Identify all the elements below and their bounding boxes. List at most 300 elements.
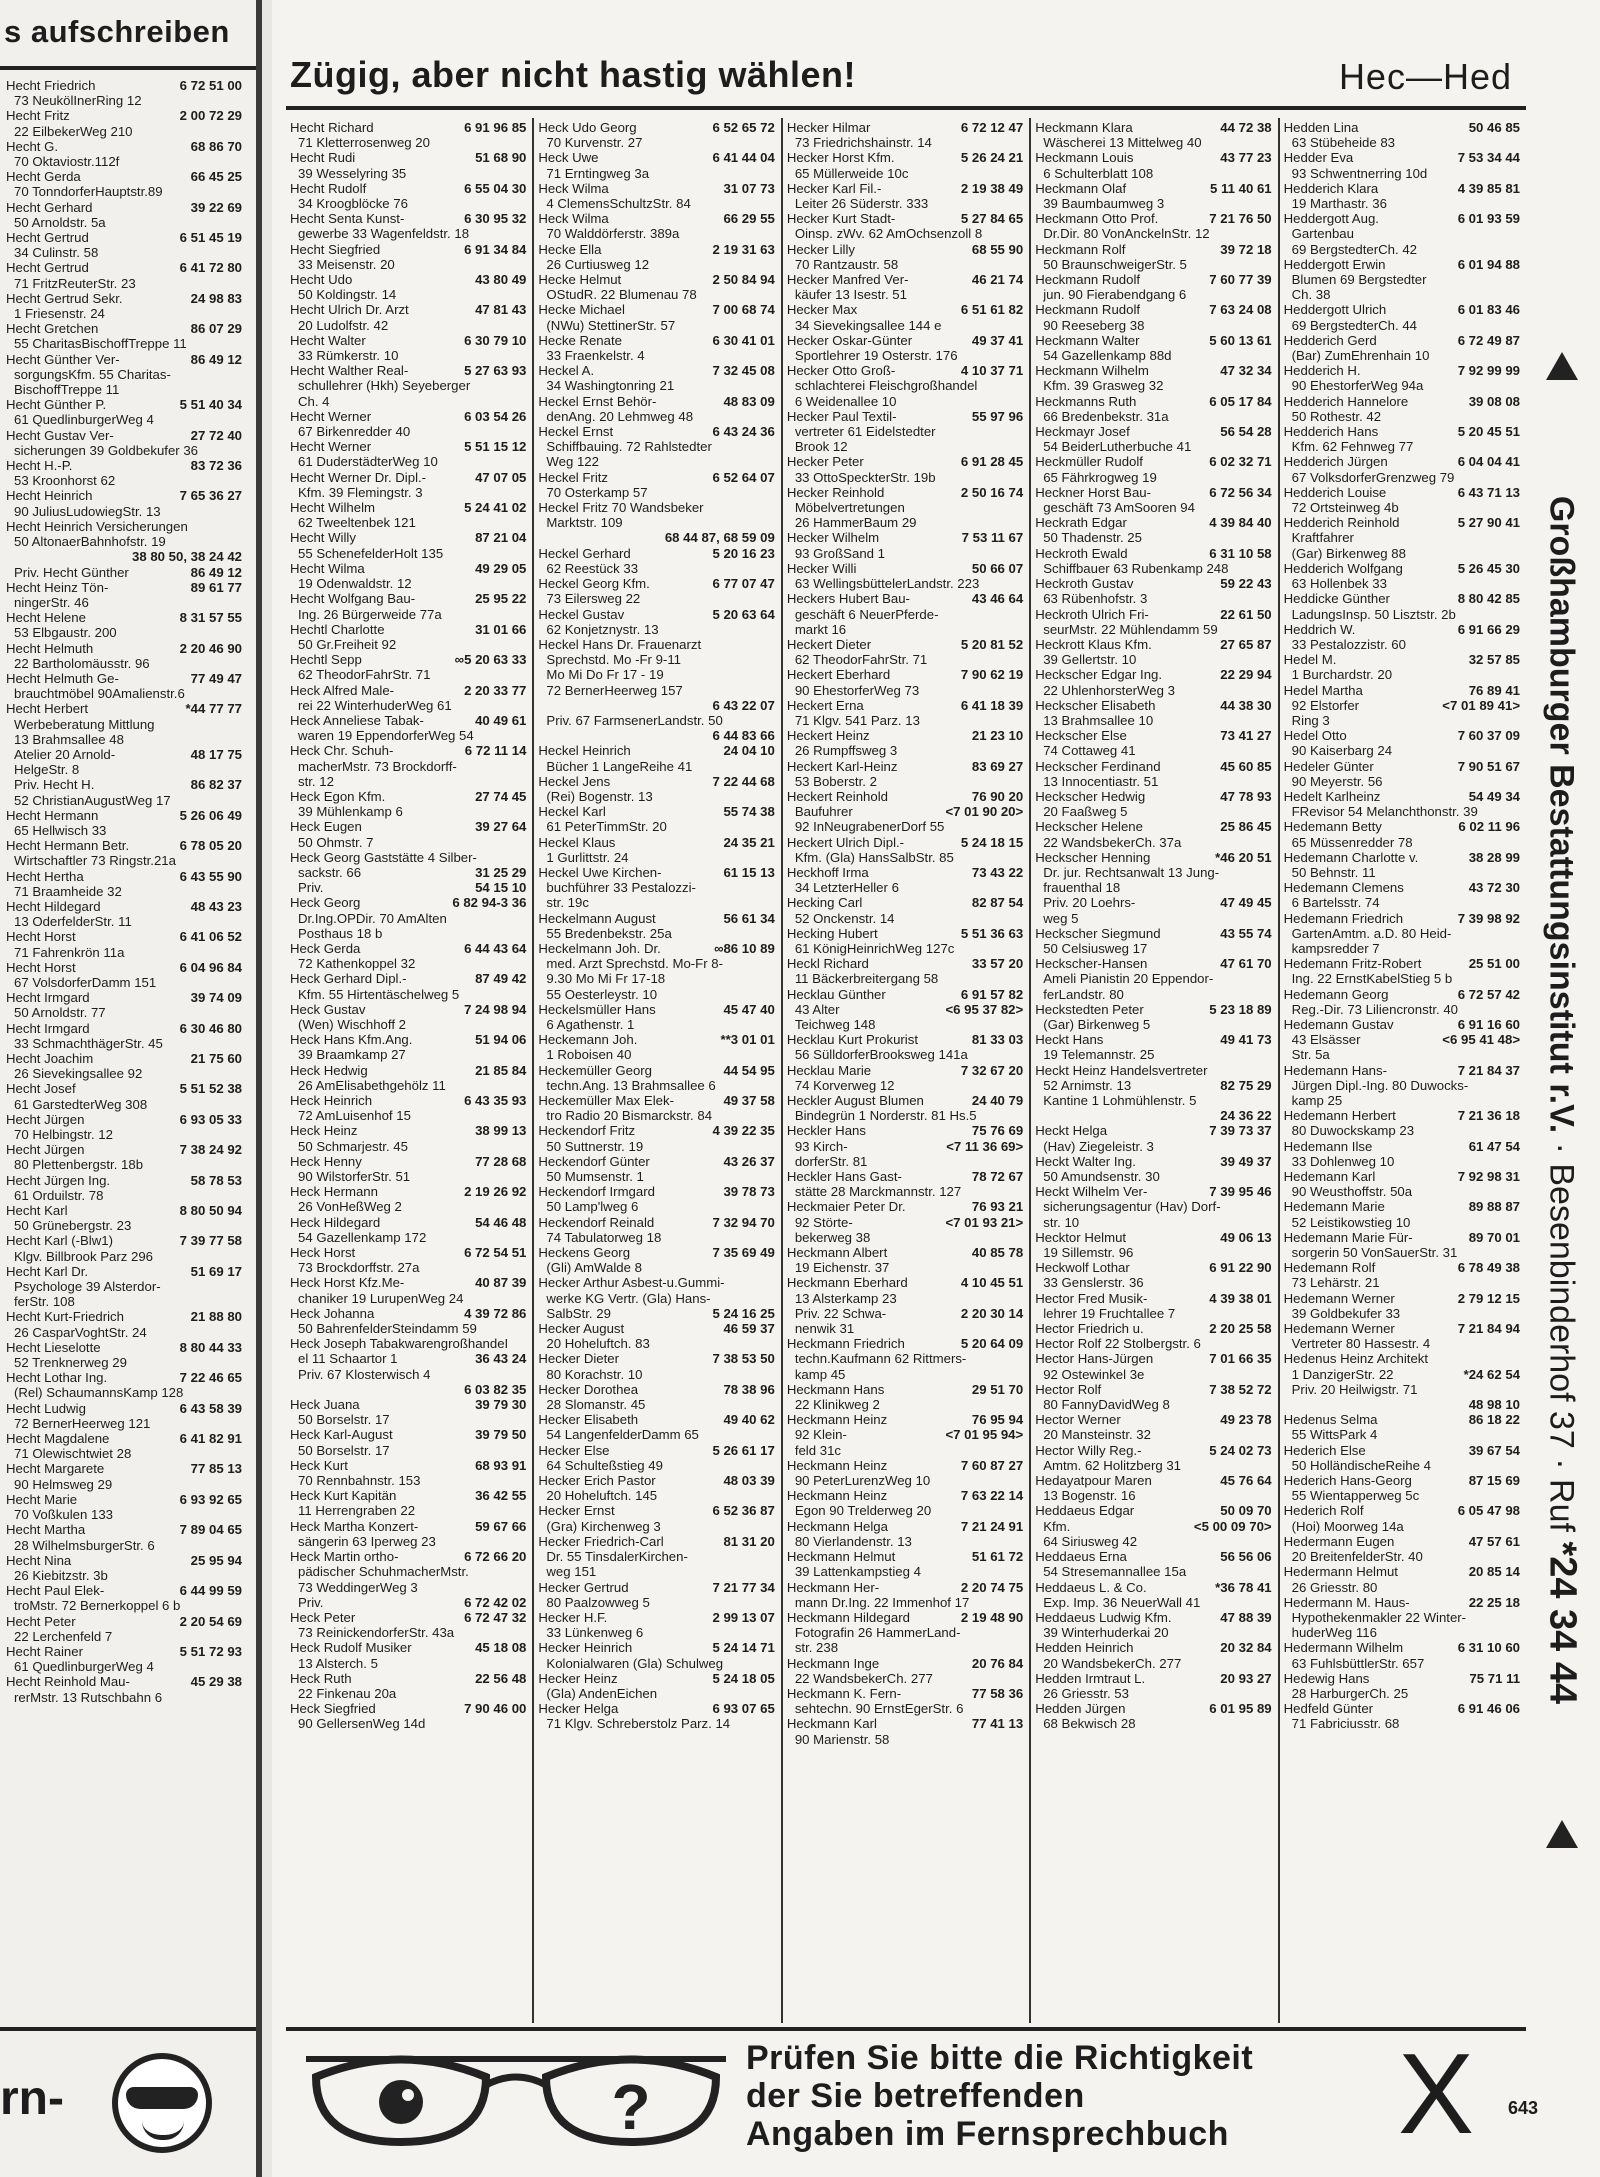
ad-phone: *24 34 44	[1541, 1541, 1584, 1705]
entry-phone: 56 61 34	[723, 910, 775, 926]
entry-name: 50 Borselstr. 17	[298, 1412, 390, 1428]
entry-name: 67 VolksdorferGrenzweg 79	[1291, 469, 1455, 485]
listing-entry	[1284, 1017, 1520, 1032]
entry-phone: *46 20 51	[1215, 849, 1272, 865]
entry-name: 72 BernerHeerweg 157	[546, 682, 683, 698]
entry-name: Heckelsmüller Hans	[538, 1001, 656, 1017]
entry-phone: <7 11 36 69>	[946, 1138, 1024, 1154]
entry-phone: 46 21 74	[971, 272, 1024, 288]
listing-entry	[1284, 1625, 1520, 1640]
entry-name: Hedderich Jürgen	[1283, 454, 1388, 470]
entry-phone: 50 66 07	[971, 560, 1024, 576]
listing-entry	[538, 667, 774, 682]
listing-entry	[1035, 226, 1271, 241]
listing-entry	[538, 196, 774, 211]
entry-name: Heckmann Hans	[786, 1381, 885, 1397]
listing-entry	[1284, 591, 1520, 606]
listing-entry	[1284, 439, 1520, 454]
entry-name: Heckscher Else	[1035, 728, 1127, 744]
entry-name: Heckroth Ulrich Fri-	[1035, 606, 1149, 622]
entry-phone: 86 07 29	[190, 321, 242, 337]
listing-entry	[6, 1355, 242, 1370]
entry-phone: 24 40 79	[971, 1093, 1024, 1108]
entry-name: 19 Odenwaldstr. 12	[298, 576, 412, 592]
listing-entry	[538, 941, 774, 956]
listing-entry	[787, 211, 1023, 226]
left-page-heading: s aufschreiben	[0, 0, 256, 70]
entry-name: Heckscher Helene	[1035, 819, 1143, 835]
entry-name: Hedermann M. Haus-	[1283, 1594, 1410, 1610]
listing-entry	[6, 458, 242, 473]
entry-name: 54 BeiderLutherbuche 41	[1043, 439, 1192, 455]
entry-phone: 6 02 32 71	[1209, 454, 1272, 470]
listing-entry	[1035, 1291, 1271, 1306]
entry-phone: 81 33 03	[971, 1032, 1024, 1048]
listing-entry	[787, 546, 1023, 561]
listing-entry	[787, 622, 1023, 637]
listing-entry	[6, 488, 242, 503]
entry-phone: 5 51 15 12	[464, 439, 527, 455]
entry-phone: 6 41 72 80	[179, 260, 242, 276]
listing-entry	[1284, 1032, 1520, 1047]
entry-phone: 56 56 06	[1220, 1549, 1272, 1565]
entry-name: Heckscher Siegmund	[1035, 925, 1161, 941]
entry-name: 39 Wesselyring 35	[298, 165, 407, 181]
entry-phone: 59 22 43	[1220, 576, 1272, 592]
listing-entry	[538, 1503, 774, 1518]
entry-phone: 4 39 22 35	[712, 1123, 775, 1139]
listing-entry	[1284, 941, 1520, 956]
entry-name: Heckmann Heinz	[786, 1488, 888, 1504]
entry-name: Hecht Günther Ver-	[6, 351, 120, 367]
entry-name: 13 Alsterkamp 23	[794, 1290, 897, 1306]
entry-name: Posthaus 18 b	[298, 925, 383, 941]
listing-entry	[1284, 1580, 1520, 1595]
listing-entry	[538, 226, 774, 241]
entry-name: Fotografin 26 HammerLand-	[794, 1625, 961, 1641]
entry-name: Hedemann Friedrich	[1283, 910, 1404, 926]
listing-entry	[290, 1260, 526, 1275]
entry-name: Kraftfahrer	[1291, 530, 1354, 546]
advertisement-text: Großhamburger Bestattungsinstitut r.V. · Besenbinderhof 37 · Ruf *24 34 44	[1541, 495, 1584, 1705]
entry-name: Hecht Lothar Ing.	[6, 1370, 108, 1386]
listing-entry	[6, 412, 242, 427]
entry-name: 22 UhlenhorsterWeg 3	[1043, 682, 1175, 698]
listing-entry	[1284, 1123, 1520, 1138]
entry-name: Heckmann Rudolf	[1035, 272, 1141, 288]
listing-entry	[1284, 1671, 1520, 1686]
entry-name: 20 Hoheluftch. 145	[546, 1488, 658, 1504]
entry-name: 63 WellingsbüttelerLandstr. 223	[794, 576, 980, 592]
entry-name: 90 EhestorferWeg 94a	[1291, 378, 1424, 394]
entry-name: 90 Reeseberg 38	[1043, 317, 1145, 333]
listing-entry	[1035, 439, 1271, 454]
listing-entry	[1284, 1351, 1520, 1366]
listing-entry	[1284, 378, 1520, 393]
listing-entry	[1035, 1519, 1271, 1534]
listing-entry	[787, 576, 1023, 591]
entry-name: Kfm. (Gla) HansSalbStr. 85	[794, 849, 954, 865]
entry-phone: 82 87 54	[971, 895, 1024, 911]
entry-name: 50 Ohmstr. 7	[298, 834, 374, 850]
entry-phone: *44 77 77	[185, 701, 242, 717]
listing-entry	[1035, 242, 1271, 257]
footer-banner	[286, 2027, 1526, 2157]
listing-entry	[787, 850, 1023, 865]
listing-entry	[6, 367, 242, 382]
listing-entry	[6, 549, 242, 564]
entry-phone: 7 22 46 65	[179, 1370, 242, 1386]
entry-name: Heckscher Elisabeth	[1035, 697, 1156, 713]
entry-name: Hedden Irmtraut L.	[1035, 1670, 1146, 1686]
listing-entry	[538, 1716, 774, 1731]
entry-phone: 43 26 37	[723, 1153, 775, 1169]
entry-phone: 2 20 74 75	[960, 1579, 1024, 1595]
listing-entry	[787, 1199, 1023, 1214]
entry-name: Hecht Friedrich	[6, 78, 96, 93]
entry-phone: 45 76 64	[1220, 1473, 1272, 1489]
listing-entry	[787, 941, 1023, 956]
entry-phone: 6 02 11 96	[1458, 819, 1521, 835]
entry-name: Hedderich H.	[1283, 363, 1361, 379]
listing-entry	[538, 485, 774, 500]
entry-name: 92 InNeugrabenerDorf 55	[794, 819, 945, 835]
entry-name: Heckmann Karl	[786, 1716, 877, 1732]
entry-phone: 6 04 04 41	[1457, 454, 1521, 470]
listing-entry	[538, 181, 774, 196]
listing-entry	[1284, 1078, 1520, 1093]
entry-name: denAng. 20 Lehmweg 48	[546, 408, 694, 424]
entry-name: Hecht Gerhard	[6, 199, 93, 215]
listing-entry	[1284, 1716, 1520, 1731]
entry-name: troMstr. 72 Bernerkoppel 6 b	[14, 1598, 181, 1614]
listing-entry	[6, 260, 242, 275]
page-title: Zügig, aber nicht hastig wählen!	[290, 54, 857, 95]
entry-name: Hector Fred Musik-	[1035, 1290, 1148, 1306]
entry-name: 39 Winterhuderkai 20	[1043, 1625, 1169, 1641]
entry-phone: 76 90 20	[971, 788, 1024, 804]
entry-name: Heckmann Klara	[1035, 120, 1133, 135]
listing-entry	[1035, 1093, 1271, 1108]
listing-entry	[1284, 1245, 1520, 1260]
entry-name: Hedemann Marie	[1283, 1199, 1385, 1215]
listing-entry	[6, 1614, 242, 1629]
entry-name: Hecke Ella	[538, 241, 602, 257]
entry-phone: 2 19 38 49	[960, 180, 1024, 196]
listing-entry	[538, 1078, 774, 1093]
entry-phone: 6 01 83 46	[1457, 302, 1521, 318]
entry-name: 26 AmElisabethgehölz 11	[298, 1077, 446, 1093]
listing-entry	[1035, 683, 1271, 698]
entry-name: 28 WilhelmsburgerStr. 6	[14, 1537, 155, 1553]
entry-name: Hecht Hermann Betr.	[6, 838, 130, 854]
entry-name: Hecht Horst	[6, 929, 76, 945]
entry-name: Heckscher Edgar Ing.	[1035, 667, 1163, 683]
listing-entry	[787, 1184, 1023, 1199]
listing-entry	[290, 1184, 526, 1199]
entry-name: macherMstr. 73 Brockdorff-	[298, 758, 457, 774]
listing-entry	[6, 1051, 242, 1066]
entry-name: Kfm.	[1043, 1518, 1071, 1534]
page-range: Hec—Hed	[1338, 56, 1512, 97]
entry-phone: 43 72 30	[1468, 880, 1521, 896]
entry-name: 70 Voßkulen 133	[14, 1507, 113, 1523]
entry-name: 92 Elstorfer	[1291, 697, 1360, 713]
listing-entry	[6, 397, 242, 412]
entry-name: Hecht Gertrud Sekr.	[6, 290, 123, 306]
entry-name: Heckmann Louis	[1035, 150, 1134, 166]
entry-name: Heckel Ernst Behör-	[538, 393, 657, 409]
listing-entry	[1035, 759, 1271, 774]
listing-entry	[1035, 1671, 1271, 1686]
listing-entry	[538, 865, 774, 880]
listing-entry	[1035, 835, 1271, 850]
entry-phone: 7 21 77 34	[712, 1579, 775, 1595]
listing-entry	[787, 1367, 1023, 1382]
entry-name: Hecht Gerda	[6, 169, 81, 185]
listing-entry	[290, 1199, 526, 1214]
entry-name: Hecker Reinhold	[786, 484, 885, 500]
entry-phone: 6 72 51 00	[179, 78, 242, 93]
entry-name: 34 LetzterHeller 6	[794, 880, 899, 896]
entry-phone: 86 82 37	[190, 777, 242, 793]
listing-entry	[290, 728, 526, 743]
entry-name: Hecker Dieter	[538, 1351, 620, 1367]
entry-phone: 6 91 34 84	[464, 241, 527, 257]
listing-entry	[1035, 1078, 1271, 1093]
listing-entry	[290, 865, 526, 880]
listing-entry	[1284, 1443, 1520, 1458]
entry-name: Heckendorf Günter	[538, 1153, 650, 1169]
listing-entry	[290, 333, 526, 348]
entry-phone: 81 31 20	[723, 1533, 775, 1549]
entry-name: FRevisor 54 Melanchthonstr. 39	[1291, 804, 1478, 820]
listing-entry	[290, 637, 526, 652]
entry-phone: 27 74 45	[475, 788, 527, 804]
listing-entry	[6, 1674, 242, 1689]
listing-entry	[6, 1249, 242, 1264]
entry-name: Ring 3	[1291, 712, 1330, 728]
listing-entry	[787, 1458, 1023, 1473]
listing-entry	[290, 683, 526, 698]
entry-name: Heckel Karl	[538, 804, 606, 820]
entry-name: Hecker Gertrud	[538, 1579, 629, 1595]
entry-name: 73 NeukölInerRing 12	[14, 93, 142, 109]
entry-name: Heckert Erna	[786, 697, 864, 713]
entry-name: Hedayatpour Maren	[1035, 1473, 1152, 1489]
entry-name: 74 Korverweg 12	[794, 1077, 895, 1093]
listing-entry	[538, 1519, 774, 1534]
entry-name: weg 5	[1043, 910, 1079, 926]
entry-name: 33 Lünkenweg 6	[546, 1625, 644, 1641]
listing-entry	[290, 652, 526, 667]
listing-entry	[1035, 1336, 1271, 1351]
entry-name: 80 Plettenbergstr. 18b	[14, 1157, 144, 1173]
listing-entry	[290, 302, 526, 317]
entry-name: Heckert Eberhard	[786, 667, 891, 683]
entry-name: Heckmann Olaf	[1035, 180, 1127, 196]
listing-entry	[6, 732, 242, 747]
listing-entry	[6, 1492, 242, 1507]
entry-phone: 68 86 70	[190, 138, 242, 154]
listing-entry	[6, 306, 242, 321]
listing-entry	[1284, 1610, 1520, 1625]
listing-entry	[6, 610, 242, 625]
listing-entry	[538, 1336, 774, 1351]
listing-entry	[290, 1458, 526, 1473]
listing-entry	[787, 1564, 1023, 1579]
entry-name: werke KG Vertr. (Gla) Hans-	[546, 1290, 711, 1306]
listing-entry	[787, 1427, 1023, 1442]
entry-phone: 5 20 63 64	[712, 606, 775, 622]
entry-name: 80 FannyDavidWeg 8	[1043, 1397, 1170, 1413]
entry-name: Heckner Horst Bau-	[1035, 484, 1152, 500]
entry-name: Hedel M.	[1283, 652, 1337, 668]
listing-entry	[787, 1732, 1023, 1747]
listing-entry	[1035, 500, 1271, 515]
listing-entry	[6, 1340, 242, 1355]
entry-name: Hedemann Hans-	[1283, 1062, 1387, 1078]
entry-name: Str. 5a	[1291, 1047, 1330, 1063]
listing-entry	[787, 880, 1023, 895]
listing-entry	[290, 394, 526, 409]
entry-name: Heckel Hans Dr. Frauenarzt	[538, 636, 702, 652]
listing-entry	[1284, 242, 1520, 257]
listing-entry	[787, 911, 1023, 926]
listing-entry	[787, 1351, 1023, 1366]
listing-entry	[787, 242, 1023, 257]
entry-name: 80 Duwockskamp 23	[1291, 1123, 1415, 1139]
listing-entry	[538, 257, 774, 272]
entry-name: 93 GroßSand 1	[794, 545, 885, 561]
entry-name: 33 Rümkerstr. 10	[298, 348, 399, 364]
entry-name: 70 Helbingstr. 12	[14, 1127, 113, 1143]
listing-entry	[290, 1108, 526, 1123]
entry-name: Weg 122	[546, 454, 599, 470]
listing-entry	[787, 1002, 1023, 1017]
listing-entry	[6, 443, 242, 458]
entry-name: Egon 90 Trelderweg 20	[794, 1503, 932, 1519]
listing-entry	[290, 120, 526, 135]
listing-entry	[1035, 1610, 1271, 1625]
entry-phone: 39 72 18	[1220, 241, 1272, 257]
listing-entry	[6, 154, 242, 169]
entry-name: 50 Arnoldstr. 5a	[14, 214, 106, 230]
entry-name: kampsredder 7	[1291, 940, 1380, 956]
sunglasses-sun-icon	[112, 2053, 212, 2153]
entry-name: Dr.Dir. 80 VonAnckelnStr. 12	[1043, 226, 1210, 242]
entry-phone: 2 20 46 90	[179, 640, 242, 656]
entry-phone: 49 41 73	[1220, 1032, 1272, 1048]
entry-name: Heckt Walter Ing.	[1035, 1153, 1136, 1169]
entry-name: Klgv. Billbrook Parz 296	[14, 1248, 154, 1264]
entry-name: Heckel Fritz 70 Wandsbeker	[538, 500, 704, 516]
listing-entry	[290, 150, 526, 165]
entry-phone: 47 78 93	[1220, 788, 1272, 804]
entry-name: 54 Gazellenkamp 172	[298, 1229, 427, 1245]
entry-name: Hecht Karl Dr.	[6, 1263, 89, 1279]
listing-entry	[1035, 1032, 1271, 1047]
entry-phone: 5 23 18 89	[1209, 1001, 1272, 1017]
listing-entry	[6, 184, 242, 199]
entry-phone: <7 01 89 41>	[1442, 697, 1521, 713]
listing-entry	[1284, 1640, 1520, 1655]
entry-name: buchführer 33 Pestalozzi-	[546, 880, 696, 896]
entry-name: (Gar) Birkenweg 5	[1043, 1016, 1151, 1032]
entry-name: Ameli Pianistin 20 Eppendor-	[1043, 971, 1214, 987]
listing-entry	[538, 804, 774, 819]
entry-phone: ∞86 10 89	[714, 940, 775, 956]
entry-phone: 6 43 22 07	[712, 697, 775, 713]
entry-name: Hecker H.F.	[538, 1609, 608, 1625]
listing-entry	[1284, 1002, 1520, 1017]
entry-phone: 6 43 35 93	[464, 1093, 527, 1108]
listing-entry	[6, 321, 242, 336]
listing-entry	[1284, 1215, 1520, 1230]
listing-entry	[538, 1017, 774, 1032]
listing-entry	[538, 1260, 774, 1275]
listing-entry	[538, 530, 774, 545]
listing-entry	[6, 1309, 242, 1324]
entry-name: Hedelt Karlheinz	[1283, 788, 1381, 804]
listing-entry	[290, 713, 526, 728]
entry-name: Heckmann Rudolf	[1035, 302, 1141, 318]
listing-entry	[1035, 1443, 1271, 1458]
listing-entry	[787, 956, 1023, 971]
entry-name: 55 Bredenbekstr. 25a	[546, 925, 672, 941]
listing-entry	[1284, 774, 1520, 789]
entry-name: Heck Hermann	[290, 1184, 378, 1200]
entry-name: Kolonialwaren (Gla) Schulweg	[546, 1655, 724, 1671]
entry-phone: 6 72 66 20	[464, 1549, 527, 1565]
listing-entry	[538, 211, 774, 226]
listing-entry	[1284, 713, 1520, 728]
listing-entry	[538, 394, 774, 409]
entry-name: Priv. 22 Schwa-	[794, 1305, 887, 1321]
listing-entry	[787, 1625, 1023, 1640]
entry-phone: 68 93 91	[475, 1457, 527, 1473]
listing-entry	[538, 150, 774, 165]
entry-phone: 44 38 30	[1220, 697, 1272, 713]
listing-entry	[1035, 1108, 1271, 1123]
listing-entry	[1035, 333, 1271, 348]
entry-name: 74 Tabulatorweg 18	[546, 1229, 662, 1245]
entry-phone: 50 46 85	[1468, 120, 1521, 135]
entry-phone: 5 24 14 71	[712, 1640, 775, 1656]
listing-entry	[6, 336, 242, 351]
page-number: 643	[1508, 2098, 1539, 2118]
entry-phone: 39 22 69	[190, 199, 242, 215]
listing-entry	[787, 439, 1023, 454]
entry-name: 63 Stübeheide 83	[1291, 135, 1396, 151]
listing-entry	[290, 226, 526, 241]
entry-name: 63 Hollenbek 33	[1291, 576, 1387, 592]
entry-phone: 25 51 00	[1468, 956, 1521, 972]
entry-name: Heck Hans Kfm.Ang.	[290, 1032, 413, 1048]
entry-name: Dr. 55 TinsdalerKirchen-	[546, 1549, 688, 1565]
entry-phone: 7 38 53 50	[712, 1351, 775, 1367]
entry-phone: 27 65 87	[1220, 636, 1272, 652]
entry-phone: 6 31 10 58	[1209, 545, 1272, 561]
entry-name: 71 Fahrenkrön 11a	[14, 944, 125, 960]
entry-phone: 75 71 11	[1469, 1670, 1521, 1686]
entry-name: Hecht Willy	[290, 530, 356, 546]
entry-name: ferLandstr. 80	[1043, 986, 1124, 1002]
entry-name: Hecht Gretchen	[6, 321, 99, 337]
entry-phone: 48 83 09	[723, 393, 775, 409]
entry-name: Heckmann Inge	[786, 1655, 880, 1671]
entry-name: Heck Georg	[290, 895, 361, 911]
